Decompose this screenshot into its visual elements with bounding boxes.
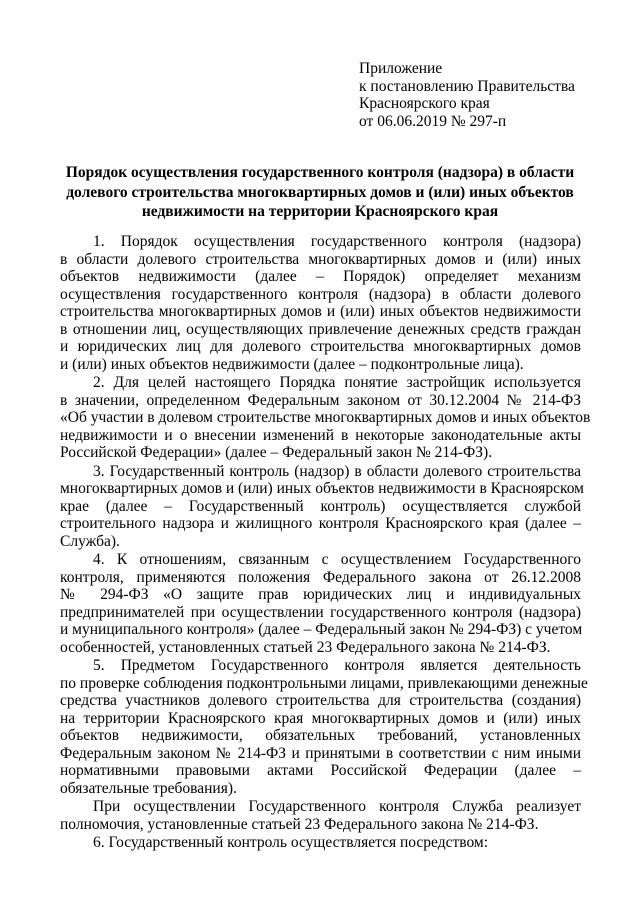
text-line: в области долевого строительства многоквартирных домов и (или) иных: [60, 250, 581, 268]
paragraph-3: [60, 462, 584, 551]
appendix-line: к постановлению Правительства: [359, 77, 575, 95]
text-line: и (или) иных объектов недвижимости (далее – подконтрольные лица).: [60, 355, 524, 373]
text-line: средства участников долевого строительства для строительства (создания): [60, 692, 581, 709]
document-title: [40, 163, 600, 222]
text-line: 3. Государственный контроль (надзор) в области долевого строительства: [93, 462, 581, 480]
text-line: 2. Для целей настоящего Порядка понятие застройщик используется: [93, 374, 581, 391]
text-line: строительства многоквартирных домов и (или) иных объектов недвижимости: [60, 303, 581, 320]
title-line: Порядок осуществления государственного контроля (надзора) в области: [65, 164, 575, 181]
text-line: Федеральным законом № 214-ФЗ и принятыми в соответствии с ним иными: [60, 744, 581, 762]
text-line: обязательные требования).: [60, 779, 237, 797]
text-line: контроля, применяются положения Федерального закона от 26.12.2008: [60, 568, 581, 586]
text-line: многоквартирных домов и (или) иных объектов недвижимости в Красноярском: [60, 480, 584, 497]
text-line: недвижимости и о внесении изменений в некоторые законодательные акты: [60, 426, 581, 444]
title-line: недвижимости на территории Красноярского края: [141, 203, 499, 220]
text-line: «Об участии в долевом строительстве многоквартирных домов и иных объектов: [60, 409, 591, 426]
text-line: предпринимателей при осуществлении государственного контроля (надзора): [60, 603, 581, 621]
text-line: по проверке соблюдения подконтрольными лицами, привлекающими денежные: [60, 674, 588, 692]
document-body: [60, 233, 591, 853]
text-line: Российской Федерации» (далее – Федеральный закон № 214-ФЗ).: [60, 444, 493, 461]
text-line: 6. Государственный контроль осуществляется посредством:: [93, 834, 489, 851]
paragraph-6: [60, 834, 581, 852]
paragraph-5-continued: [60, 798, 581, 833]
appendix-line: Приложение: [359, 60, 443, 77]
text-line: объектов недвижимости (далее – Порядок) определяет механизм: [60, 268, 581, 285]
title-line: долевого строительства многоквартирных домов и (или) иных объектов: [66, 183, 574, 201]
text-line: При осуществлении Государственного контроля Служба реализует: [93, 798, 581, 815]
appendix-block: [359, 60, 629, 130]
text-line: объектов недвижимости, обязательных требований, установленных: [60, 727, 581, 744]
text-line: и муниципального контроля» (далее – Федеральный закон № 294-ФЗ) с учетом: [60, 621, 583, 638]
paragraph-2: [60, 374, 591, 462]
text-line: 4. К отношениям, связанным с осуществлением Государственного: [93, 551, 581, 568]
text-line: осуществления государственного контроля (надзора) в области долевого: [60, 285, 581, 303]
text-line: Служба).: [60, 532, 120, 550]
text-line: в значении, определенном Федеральным законом от 30.12.2004 № 214-ФЗ: [60, 391, 581, 409]
paragraph-5: [60, 657, 588, 797]
paragraph-1: [60, 233, 581, 373]
text-line: строительного надзора и жилищного контроля Красноярского края (далее –: [60, 515, 581, 532]
text-line: нормативными правовыми актами Российской Федерации (далее –: [60, 762, 581, 779]
paragraph-4: [60, 551, 581, 656]
appendix-line: Красноярского края: [359, 95, 490, 113]
text-line: особенностей, установленных статьей 23 Федерального закона № 214-ФЗ.: [60, 638, 551, 656]
text-line: № 294-ФЗ «О защите прав юридических лиц и индивидуальных: [60, 586, 581, 603]
appendix-line: от 06.06.2019 № 297-п: [359, 112, 507, 130]
text-line: полномочия, установленные статьей 23 Федерального закона № 214-ФЗ.: [60, 815, 539, 833]
text-line: 1. Порядок осуществления государственного контроля (надзора): [93, 233, 581, 250]
text-line: 5. Предметом Государственного контроля является деятельность: [93, 657, 581, 674]
text-line: на территории Красноярского края многоквартирных домов и (или) иных: [60, 709, 581, 727]
text-line: крае (далее – Государственный контроль) осуществляется службой: [60, 497, 581, 515]
text-line: и юридических лиц для долевого строительства многоквартирных домов: [60, 338, 581, 355]
text-line: в отношении лиц, осуществляющих привлечение денежных средств граждан: [60, 320, 581, 338]
